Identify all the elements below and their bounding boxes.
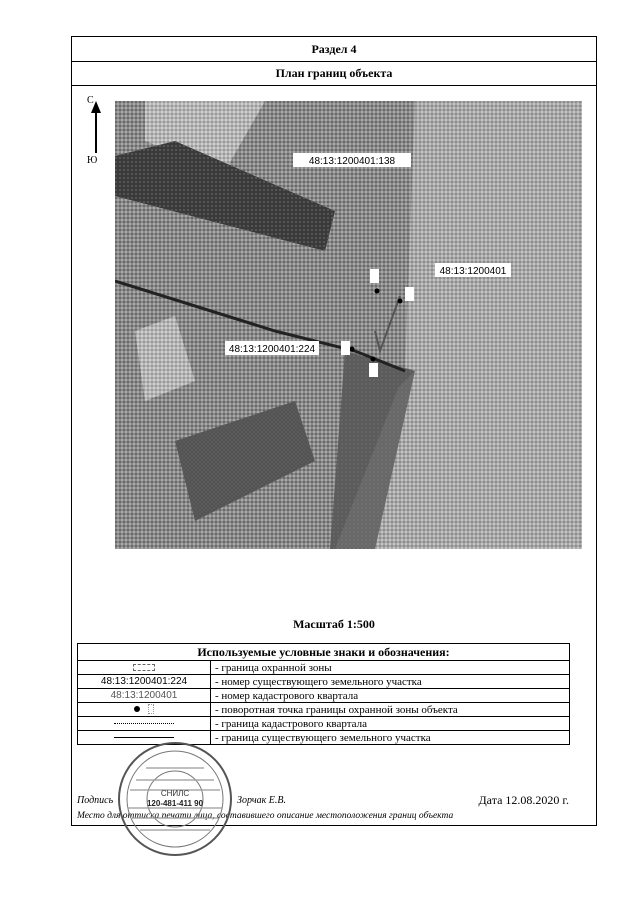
- plan-title: План границ объекта: [72, 61, 596, 86]
- legend-text: - поворотная точка границы охранной зоны объекта: [211, 703, 570, 717]
- point-n1-label-bg: [370, 269, 379, 283]
- legend-symbol: [78, 717, 211, 731]
- signer-name: Зорчак Е.В.: [237, 795, 286, 806]
- point-n2: [398, 299, 403, 304]
- north-label: С: [87, 95, 94, 106]
- legend-text: - номер кадастрового квартала: [211, 689, 570, 703]
- protection-zone-symbol: [133, 664, 155, 671]
- legend-symbol: 48:13:1200401:224: [78, 675, 211, 689]
- legend-row: [78, 717, 570, 731]
- legend-symbol: [78, 661, 211, 675]
- point-n1: [375, 289, 380, 294]
- document-frame: [71, 36, 597, 826]
- parcel-boundary-symbol: [114, 737, 174, 738]
- point-n3-label-bg: [341, 341, 350, 355]
- seal-stamp: [116, 740, 234, 858]
- label-parcel-138: 48:13:1200401:138: [308, 156, 396, 167]
- point-n2-label-bg: [405, 287, 414, 301]
- legend-text: - граница охранной зоны: [211, 661, 570, 675]
- south-label: Ю: [87, 155, 98, 166]
- legend-row: [78, 703, 570, 717]
- point-n4-label-bg: [369, 363, 378, 377]
- stamp-number: 120-481-411 90: [146, 799, 204, 808]
- label-quarter: 48:13:1200401: [439, 266, 507, 277]
- point-n4: [371, 357, 376, 362]
- legend-title: Используемые условные знаки и обозначения:: [78, 644, 570, 661]
- legend-row: [78, 661, 570, 675]
- stamp-center-text: СНИЛС: [160, 789, 190, 798]
- signature-label: Подпись: [77, 795, 114, 806]
- compass: [79, 95, 103, 175]
- aerial-map: [115, 101, 582, 549]
- legend-row: [78, 675, 570, 689]
- legend-table: [77, 643, 570, 745]
- point-label-symbol: [148, 704, 154, 714]
- legend-text: - граница существующего земельного участка: [211, 731, 570, 745]
- point-n3: [350, 347, 355, 352]
- label-parcel-224: 48:13:1200401:224: [228, 344, 316, 355]
- legend-text: - номер существующего земельного участка: [211, 675, 570, 689]
- legend-symbol: [78, 703, 211, 717]
- quarter-boundary-symbol: [114, 723, 174, 724]
- legend-text: - граница кадастрового квартала: [211, 717, 570, 731]
- legend-symbol: 48:13:1200401: [78, 689, 211, 703]
- legend-row: [78, 689, 570, 703]
- section-header: Раздел 4: [72, 37, 596, 62]
- point-symbol: [134, 706, 140, 712]
- stamp-place-note: Место для оттиска печати лица, составившего описание местоположения границ объекта: [77, 811, 454, 821]
- compass-line: [95, 109, 97, 153]
- document-date: Дата 12.08.2020 г.: [478, 793, 569, 807]
- scale-label: Масштаб 1:500: [293, 617, 375, 631]
